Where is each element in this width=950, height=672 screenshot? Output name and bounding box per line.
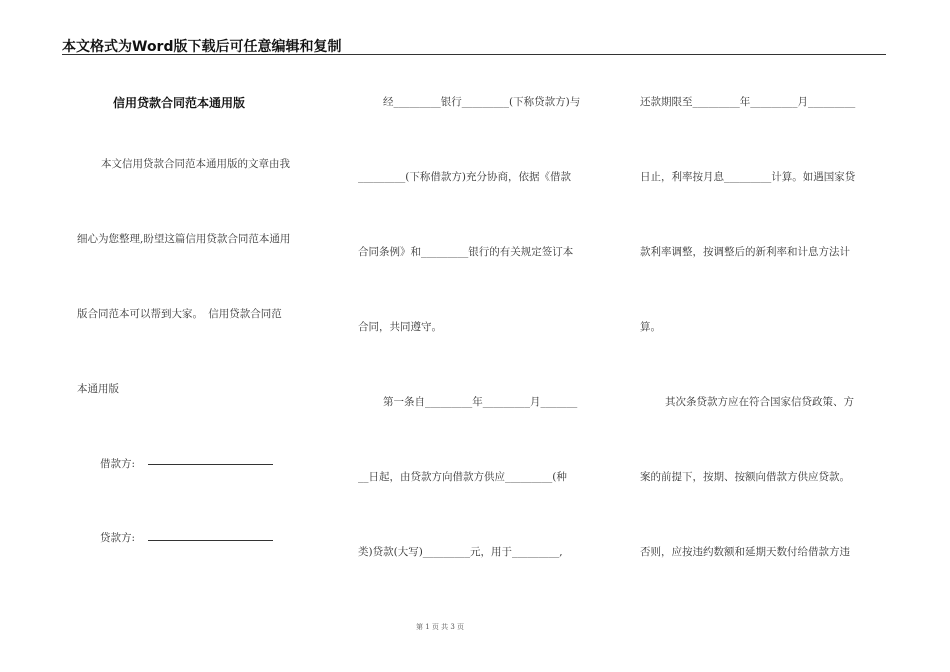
- document-banner: 本文格式为Word版下载后可任意编辑和复制: [62, 39, 342, 55]
- col1-line-2: 细心为您整理,盼望这篇信用贷款合同范本通用: [77, 233, 291, 245]
- col2-line-2: _________(下称借款方)充分协商，依据《借款: [358, 171, 571, 183]
- document-title: 信用贷款合同范本通用版: [113, 96, 246, 110]
- col1-line-4: 本通用版: [77, 383, 119, 395]
- col2-line-4: 合同，共同遵守。: [358, 321, 442, 333]
- col2-line-6: __日起，由贷款方向借款方供应_________(种: [358, 471, 567, 483]
- col3-line-6: 案的前提下，按期、按额向借款方供应贷款。: [640, 471, 850, 483]
- col2-line-5: 第一条自_________年_________月_______: [383, 396, 578, 408]
- page-number-footer: 第 1 页 共 3 页: [415, 623, 465, 631]
- col3-line-4: 算。: [640, 321, 661, 333]
- col1-line-3: 版合同范本可以帮到大家。 信用贷款合同范: [77, 308, 282, 320]
- col2-line-7: 类)贷款(大写)_________元，用于_________,: [358, 546, 563, 558]
- col1-line-1: 本文信用贷款合同范本通用版的文章由我: [101, 158, 290, 170]
- lender-signature-line: [148, 540, 273, 541]
- col3-line-7: 否则，应按违约数额和延期天数付给借款方违: [640, 546, 850, 558]
- borrower-signature-line: [148, 464, 273, 465]
- lender-label: 贷款方:: [100, 532, 136, 544]
- col3-line-5: 其次条贷款方应在符合国家信贷政策、方: [665, 396, 854, 408]
- col2-line-1: 经_________银行_________(下称贷款方)与: [383, 96, 581, 108]
- banner-divider: [62, 54, 886, 55]
- col2-line-3: 合同条例》和_________银行的有关规定签订本: [358, 246, 574, 258]
- col3-line-1: 还款期限至_________年_________月_________: [640, 96, 856, 108]
- borrower-label: 借款方:: [100, 458, 136, 470]
- col3-line-3: 款利率调整，按调整后的新利率和计息方法计: [640, 246, 850, 258]
- col3-line-2: 日止，利率按月息_________计算。如遇国家贷: [640, 171, 856, 183]
